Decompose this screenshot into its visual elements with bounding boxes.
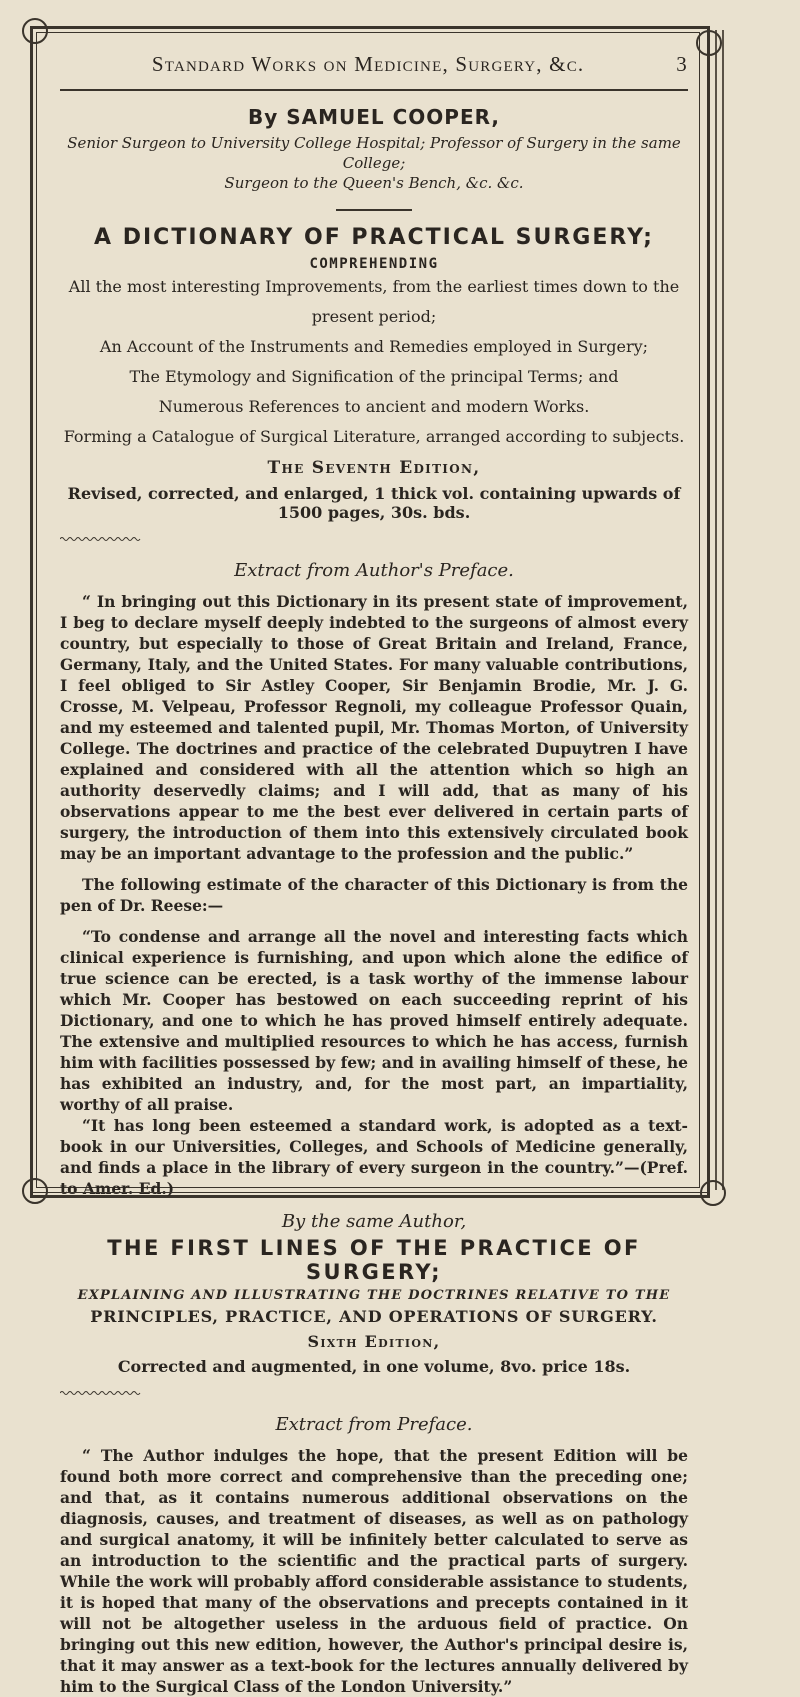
author-credentials [60, 133, 688, 193]
bottom-rule [30, 1192, 710, 1193]
author-credentials-line: Surgeon to the Queen's Bench, &c. &c. [224, 174, 524, 192]
binding-rule [715, 30, 717, 1190]
subtitle-line: PRINCIPLES, PRACTICE, AND OPERATIONS OF SURGERY. [90, 1307, 658, 1326]
author-credentials-line: Senior Surgeon to University College Hospital; Professor of Surgery in the same College; [67, 134, 681, 172]
estimate-quote: “It has long been esteemed a standard work, is adopted as a text-book in our Universities, Colleges, and Schools of Medicine generally, and finds a place in the library of every surgeon in the country.”—(Pref. to Amer. Ed.) [60, 1116, 688, 1198]
contents-list [60, 272, 688, 452]
edition-label: The Seventh Edition, [267, 458, 481, 478]
comprehending-label: COMPREHENDING [309, 256, 439, 272]
divider [336, 209, 412, 211]
corner-ornament-icon [696, 30, 722, 56]
by-same-author: By the same Author, [281, 1211, 467, 1232]
estimate-intro: The following estimate of the character of this Dictionary is from the pen of Dr. Reese:— [60, 875, 688, 915]
price-line: Revised, corrected, and enlarged, 1 thick vol. containing upwards of 1500 pages, 30s. bds. [67, 484, 681, 522]
contents-line: Forming a Catalogue of Surgical Literature, arranged according to subjects. [63, 427, 685, 446]
extract-heading: Extract from Author's Preface. [234, 560, 514, 581]
contents-line: All the most interesting Improvements, from the earliest times down to the present period; [68, 277, 680, 326]
preface-paragraph: “ The Author indulges the hope, that the present Edition will be found both more correct and comprehensive than the preceding one; and that, as it contains numerous additional observations on the diagnosis, causes, and treatment of diseases, as well as on pathology and surgical anatomy, it will be infinitely better calculated to serve as an introduction to the scientific and the practical parts of surgery. While the work will probably afford considerable assistance to students, it is hoped that many of the observations and precepts contained in it will not be altogether useless in the arduous field of practice. On bringing out this new edition, however, the Author's principal desire is, that it may answer as a text-book for the lectures annually delivered by him to the Surgical Class of the London University.” [60, 1446, 688, 1696]
running-head [60, 52, 688, 77]
author-byline: By SAMUEL COOPER, [247, 105, 500, 129]
page-content [60, 52, 688, 1697]
contents-line: Numerous References to ancient and modern Works. [158, 397, 590, 416]
book-title-dictionary: A DICTIONARY OF PRACTICAL SURGERY; [94, 225, 654, 250]
wavy-divider [60, 1390, 142, 1396]
subtitle-line: EXPLAINING AND ILLUSTRATING THE DOCTRINES RELATIVE TO THE [77, 1288, 671, 1303]
running-head-title: Standard Works on Medicine, Surgery, &c. [151, 52, 585, 76]
edition-label: Sixth Edition, [307, 1332, 441, 1351]
corner-ornament-icon [700, 1180, 726, 1206]
binding-rule [722, 30, 724, 1190]
corner-ornament-icon [22, 1178, 48, 1204]
contents-line: The Etymology and Signification of the principal Terms; and [129, 367, 619, 386]
estimate-quote: “To condense and arrange all the novel and interesting facts which clinical experience is furnishing, and upon which alone the edifice of true science can be erected, is a task worthy of the immense labour which Mr. Cooper has bestowed on each succeeding reprint of his Dictionary, and one to which he has proved himself entirely adequate. The extensive and multiplied resources to which he has access, furnish him with facilities possessed by few; and in availing himself of these, he has exhibited an industry, and, for the most part, an impartiality, worthy of all praise. [60, 927, 688, 1114]
price-line: Corrected and augmented, in one volume, 8vo. price 18s. [117, 1357, 631, 1376]
wavy-divider [60, 536, 142, 542]
corner-ornament-icon [22, 18, 48, 44]
extract-heading: Extract from Preface. [275, 1414, 473, 1435]
preface-paragraph: “ In bringing out this Dictionary in its present state of improvement, I beg to declare myself deeply indebted to the surgeons of almost every country, but especially to those of Great Britain and Ireland, France, Germany, Italy, and the United States. For many valuable contributions, I feel obliged to Sir Astley Cooper, Sir Benjamin Brodie, Mr. J. G. Crosse, M. Velpeau, Professor Regnoli, my colleague Professor Quain, and my esteemed and talented pupil, Mr. Thomas Morton, of University College. The doctrines and practice of the celebrated Dupuytren I have explained and considered with all the attention which so high an authority deservedly claims; and I will add, that as many of his observations appear to me the best ever delivered in certain parts of surgery, the introduction of them into this extensively circulated book may be an important advantage to the profession and the public.” [60, 592, 688, 863]
page-number: 3 [676, 52, 688, 76]
book-title-first-lines: THE FIRST LINES OF THE PRACTICE OF SURGERY; [107, 1236, 641, 1284]
contents-line: An Account of the Instruments and Remedies employed in Surgery; [99, 337, 649, 356]
head-rule [60, 89, 688, 91]
